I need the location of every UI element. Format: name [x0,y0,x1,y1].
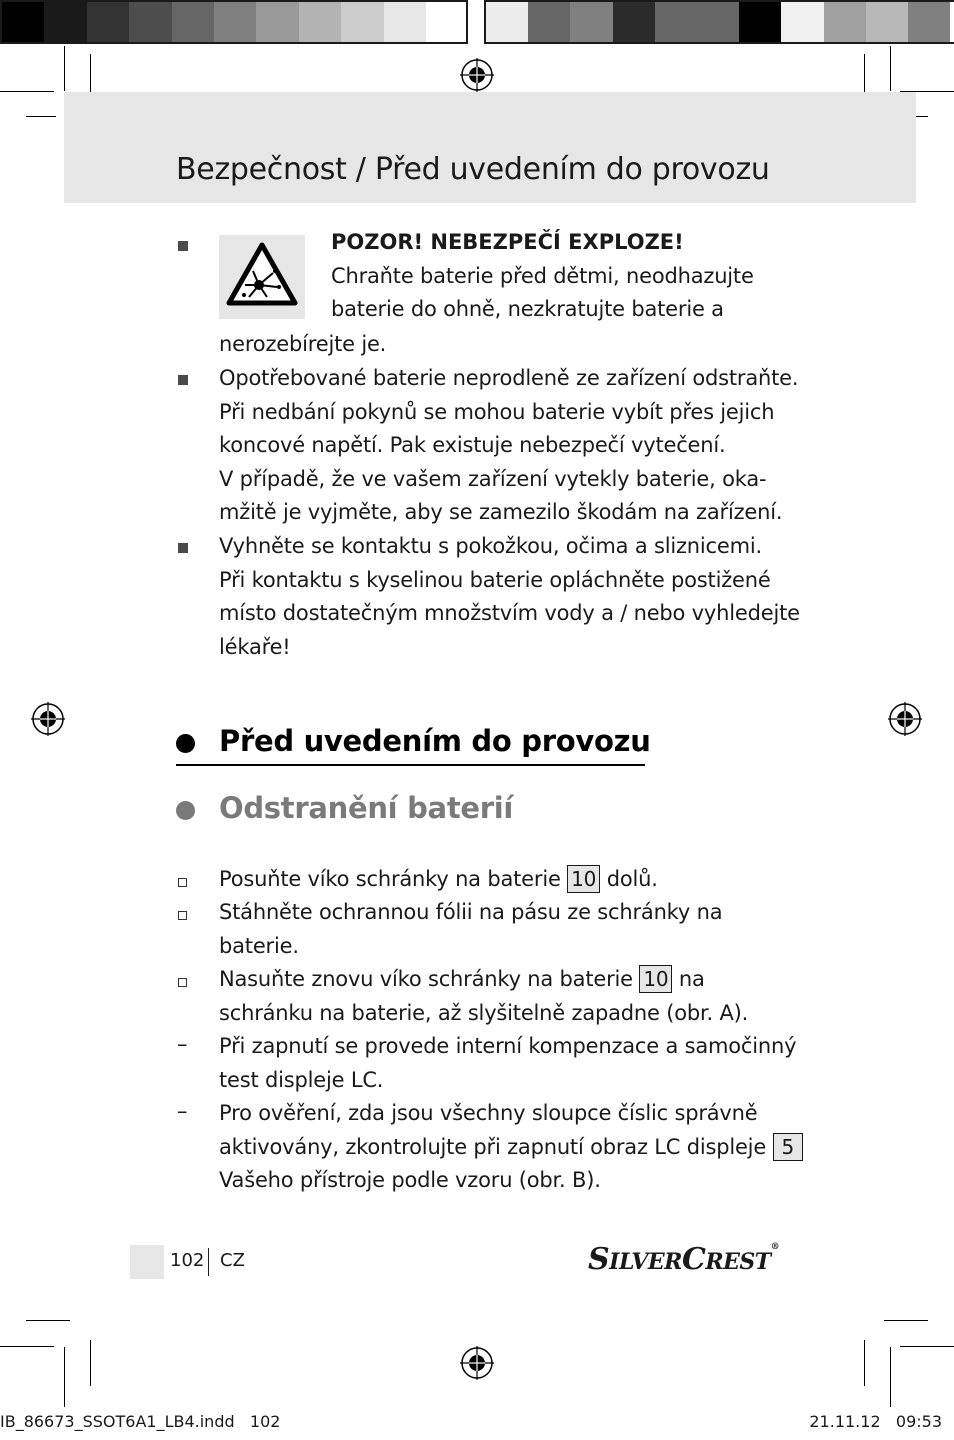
section-heading-setup: Před uvedením do provozu [219,724,651,758]
step-text: Při zapnutí se provede interní kompenzace a samočinný [219,1034,797,1058]
language-code: CZ [220,1250,245,1271]
safety-item-batteries [219,362,799,530]
step-1 [219,863,799,897]
section-underline [176,764,645,766]
step-text: Vašeho přístroje podle vzoru (obr. B). [219,1168,601,1192]
logo-part: REST [705,1249,771,1275]
silvercrest-logo [588,1242,779,1277]
logo-part: C [681,1242,706,1277]
step-text: Posuňte víko schránky na baterie [219,867,561,891]
safety-item-contact [219,530,799,664]
step-text: Stáhněte ochrannou fólii na pásu ze schránky na [219,900,723,924]
crop-mark [884,1320,928,1321]
crop-mark [0,91,54,92]
page-title: Bezpečnost / Před uvedením do provozu [176,152,770,187]
step-text: dolů. [606,867,658,891]
crop-mark [864,1340,865,1386]
crop-mark [0,1346,54,1347]
crop-mark [90,1340,91,1386]
registration-mark-icon [460,58,494,92]
step-2 [219,896,799,963]
step-text: aktivovány, zkontrolujte při zapnutí obraz LC displeje [219,1134,767,1159]
reference-number: 10 [567,865,600,893]
color-calibration-bar [0,0,954,46]
crop-mark [900,1346,954,1347]
step-dash: – [177,1099,188,1123]
reference-number: 5 [773,1133,804,1161]
logo-part: ® [770,1242,780,1252]
explosion-warning-icon [219,235,305,319]
warning-text-block [331,226,791,327]
safety-line: koncové napětí. Pak existuje nebezpečí vytečení. [219,433,726,457]
list-bullet [178,543,188,553]
section-heading-battery-removal: Odstranění baterií [219,791,514,825]
crop-mark [890,1347,891,1407]
warning-line: Chraňte baterie před dětmi, neodhazujte [331,263,754,288]
safety-line: Opotřebované baterie neprodleně ze zařízení odstraňte. [219,366,799,390]
slug-date: 21.11.12 09:53 [809,1412,942,1431]
section-bullet [176,734,195,753]
safety-line: Při nedbání pokynů se mohou baterie vybít přes jejich [219,399,775,424]
step-4 [219,1030,799,1097]
warning-line: nerozebírejte je. [219,332,387,356]
step-text: baterie. [219,933,299,958]
registration-mark-icon [460,1346,494,1380]
step-3 [219,963,799,1030]
step-text: na [678,967,705,991]
step-dash: – [177,1032,188,1056]
swatch-frame-right [484,0,954,44]
logo-part: S [588,1242,610,1277]
step-checkbox-icon [178,978,187,987]
safety-line: místo dostatečným množstvím vody a / nebo vyhledejte [219,601,800,625]
step-text: Pro ověření, zda jsou všechny sloupce číslic správně [219,1101,758,1125]
page-number: 102 [170,1250,205,1271]
section-bullet [176,801,195,820]
safety-line: mžitě je vyjměte, aby se zamezilo škodám na zařízení. [219,500,783,524]
safety-line: lékaře! [219,634,291,659]
crop-mark [26,1320,70,1321]
safety-line: Při kontaktu s kyselinou baterie opláchněte postižené [219,567,771,592]
crop-mark [64,1347,65,1407]
step-text: schránku na baterie, až slyšitelně zapadne (obr. A). [219,1000,749,1025]
safety-line: V případě, že ve vašem zařízení vytekly baterie, oka- [219,466,767,491]
crop-mark [890,46,891,91]
step-checkbox-icon [178,911,187,920]
crop-mark [64,46,65,91]
step-checkbox-icon [178,878,187,887]
registration-mark-icon [31,702,65,736]
step-text: test displeje LC. [219,1067,384,1092]
logo-part: ILVER [609,1249,682,1275]
warning-line: baterie do ohně, nezkratujte baterie a [331,297,724,321]
registration-mark-icon [888,702,922,736]
slug-file-info: IB_86673_SSOT6A1_LB4.indd 102 [0,1412,281,1431]
footer-tab [130,1245,164,1279]
warning-heading: POZOR! NEBEZPEČÍ EXPLOZE! [331,230,684,254]
step-5 [219,1097,799,1198]
swatch-frame-left [0,0,468,44]
list-bullet [178,375,188,385]
list-bullet [178,241,188,251]
crop-mark [26,116,56,117]
reference-number: 10 [639,965,672,993]
footer-divider [208,1248,209,1276]
safety-line: Vyhněte se kontaktu s pokožkou, očima a sliznicemi. [219,534,762,558]
step-text: Nasuňte znovu víko schránky na baterie [219,967,633,991]
